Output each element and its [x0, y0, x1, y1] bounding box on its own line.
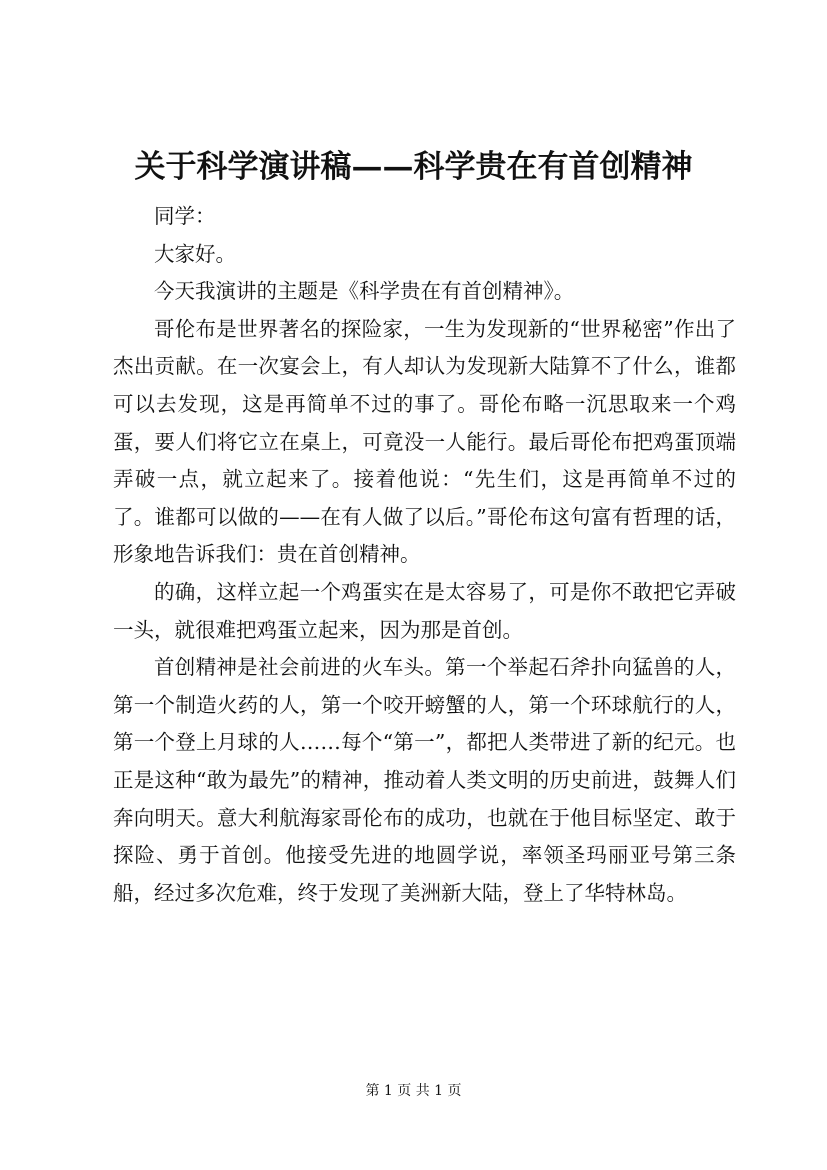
paragraph-greeting: 同学： — [154, 204, 216, 228]
document-body — [113, 198, 736, 912]
page-footer: 第 1 页 共 1 页 — [365, 1083, 462, 1099]
paragraph-columbus: 哥伦布是世界著名的探险家，一生为发现新的“世界秘密”作出了杰出贡献。在一次宴会上，有人却认为发现新大陆算不了什么，谁都可以去发现，这是再简单不过的事了。哥伦布略一沉思取来一个鸡蛋，要人们将它立在桌上，可竟没一人能行。最后哥伦布把鸡蛋顶端弄破一点，就立起来了。接着他说：“先生们，这是再简单不过的了。谁都可以做的——在有人做了以后。”哥伦布这句富有哲理的话，形象地告诉我们：贵在首创精神。 — [113, 316, 736, 567]
paragraph-topic: 今天我演讲的主题是《科学贵在有首创精神》。 — [154, 279, 575, 304]
paragraph-pioneering-spirit: 首创精神是社会前进的火车头。第一个举起石斧扑向猛兽的人，第一个制造火药的人，第一个咬开螃蟹的人，第一个环球航行的人，第一个登上月球的人……每个“第一”，都把人类带进了新的纪元。也正是这种“敢为最先”的精神，推动着人类文明的历史前进，鼓舞人们奔向明天。意大利航海家哥伦布的成功，也就在于他目标坚定、敢于探险、勇于首创。他接受先进的地圆学说，率领圣玛丽亚号第三条船，经过多次危难，终于发现了美洲新大陆，登上了华特林岛。 — [113, 655, 736, 905]
paragraph-egg: 的确，这样立起一个鸡蛋实在是太容易了，可是你不敢把它弄破一头，就很难把鸡蛋立起来，因为那是首创。 — [113, 579, 736, 642]
paragraph-hello: 大家好。 — [154, 241, 236, 266]
document-title: 关于科学演讲稿——科学贵在有首创精神 — [134, 149, 693, 185]
